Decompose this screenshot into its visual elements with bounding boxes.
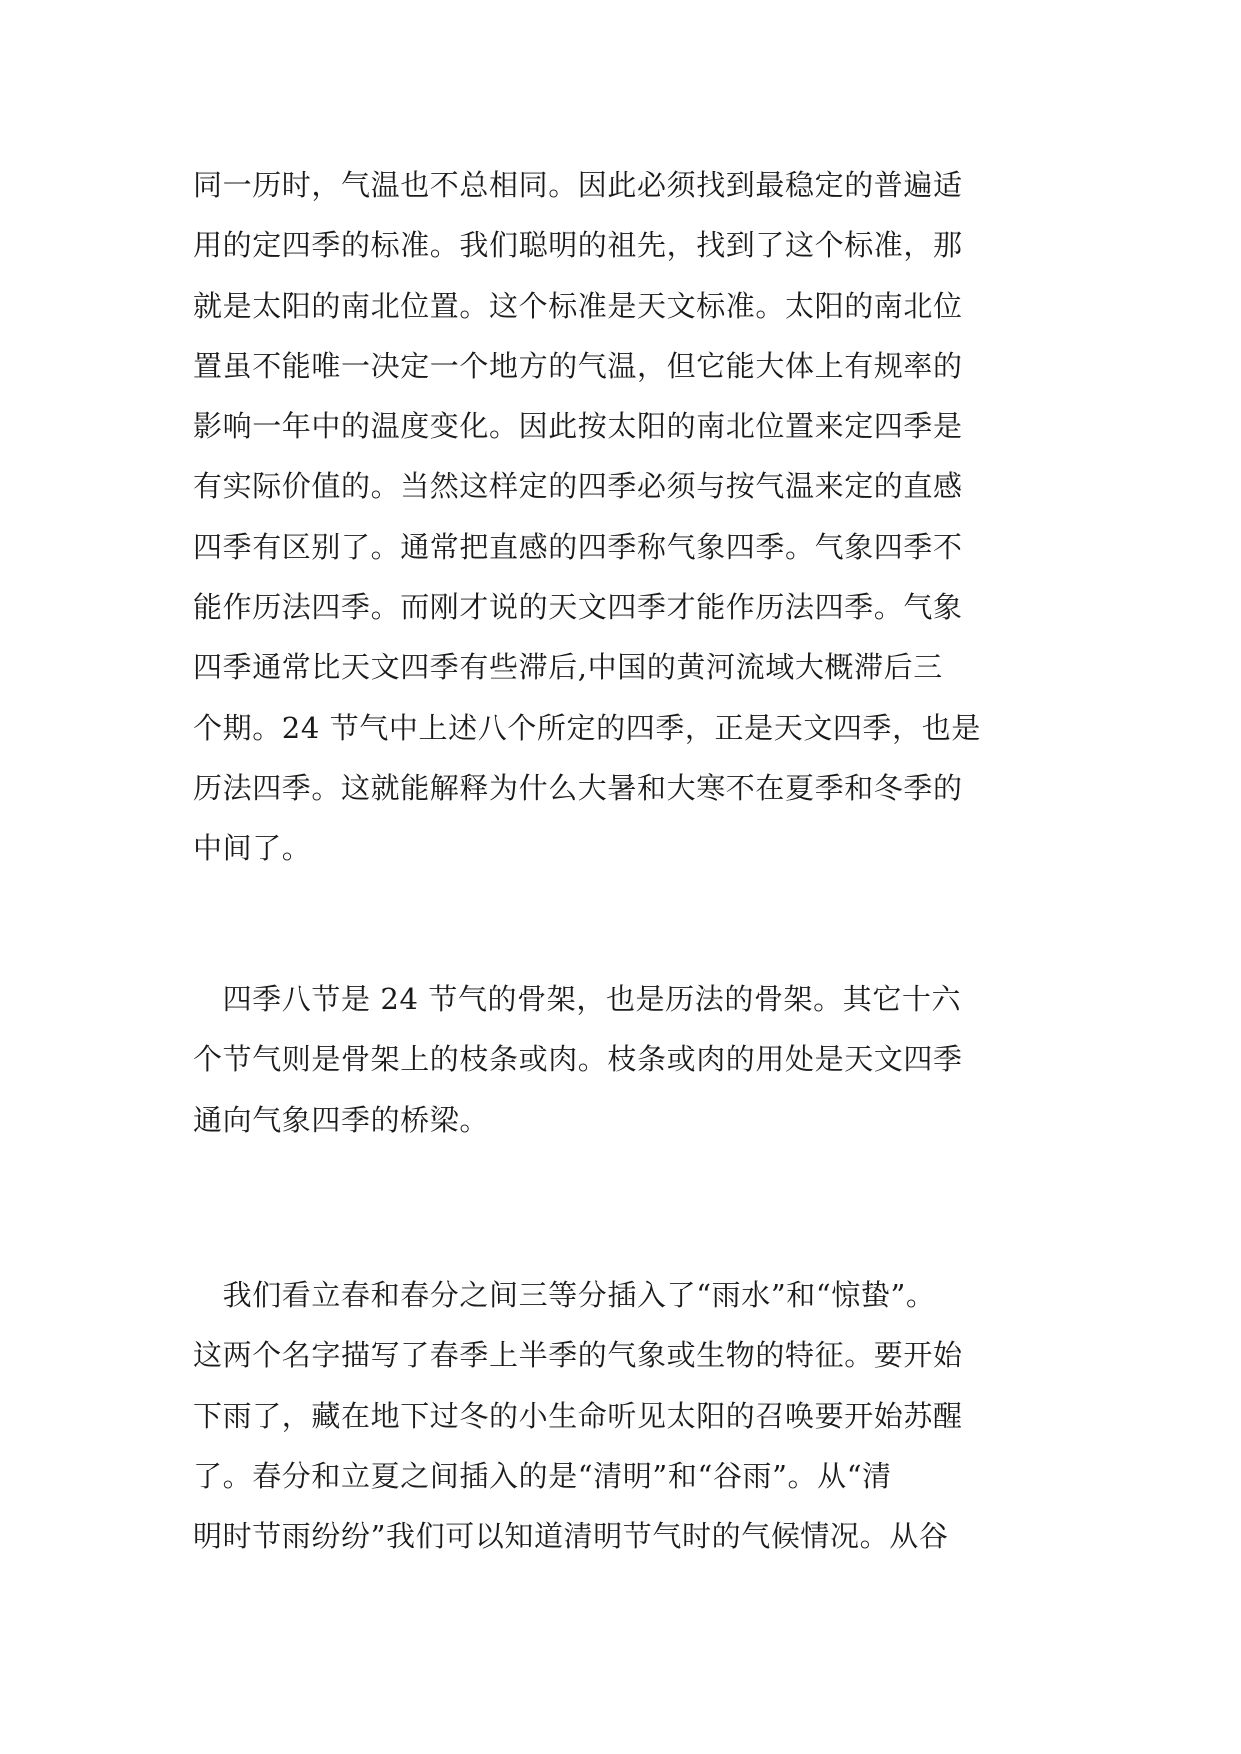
text-line: 这两个名字描写了春季上半季的气象或生物的特征。要开始 [193,1338,963,1373]
text-line: 下雨了，藏在地下过冬的小生命听见太阳的召唤要开始苏醒 [193,1398,963,1433]
text-line: 个节气则是骨架上的枝条或肉。枝条或肉的用处是天文四季 [193,1042,963,1077]
text-line: 通向气象四季的桥梁。 [193,1102,490,1137]
text-line: 个期。24 节气中上述八个所定的四季，正是天文四季，也是 [193,710,981,745]
text-line: 用的定四季的标准。我们聪明的祖先，找到了这个标准，那 [193,228,963,263]
text-line: 能作历法四季。而刚才说的天文四季才能作历法四季。气象 [193,590,963,625]
text-line: 影响一年中的温度变化。因此按太阳的南北位置来定四季是 [193,409,963,444]
text-line: 中间了。 [193,831,312,866]
text-line: 历法四季。这就能解释为什么大暑和大寒不在夏季和冬季的 [193,770,963,805]
text-line: 了。春分和立夏之间插入的是“清明”和“谷雨”。从“清 [193,1458,892,1493]
text-line: 同一历时，气温也不总相同。因此必须找到最稳定的普遍适 [193,168,963,202]
paragraph-3 [193,1265,1073,1566]
text-line: 置虽不能唯一决定一个地方的气温，但它能大体上有规率的 [193,348,963,383]
text-line: 四季八节是 24 节气的骨架，也是历法的骨架。其它十六 [193,982,962,1016]
text-line: 有实际价值的。当然这样定的四季必须与按气温来定的直感 [193,469,963,504]
text-line: 就是太阳的南北位置。这个标准是天文标准。太阳的南北位 [193,288,963,323]
paragraph-2 [193,969,1073,1150]
text-line: 四季有区别了。通常把直感的四季称气象四季。气象四季不 [193,529,963,564]
text-line: 四季通常比天文四季有些滞后,中国的黄河流域大概滞后三 [193,650,943,685]
paragraph-1 [193,155,1073,879]
text-line: 明时节雨纷纷”我们可以知道清明节气时的气候情况。从谷 [193,1519,949,1554]
text-line: 我们看立春和春分之间三等分插入了“雨水”和“惊蛰”。 [193,1278,936,1312]
